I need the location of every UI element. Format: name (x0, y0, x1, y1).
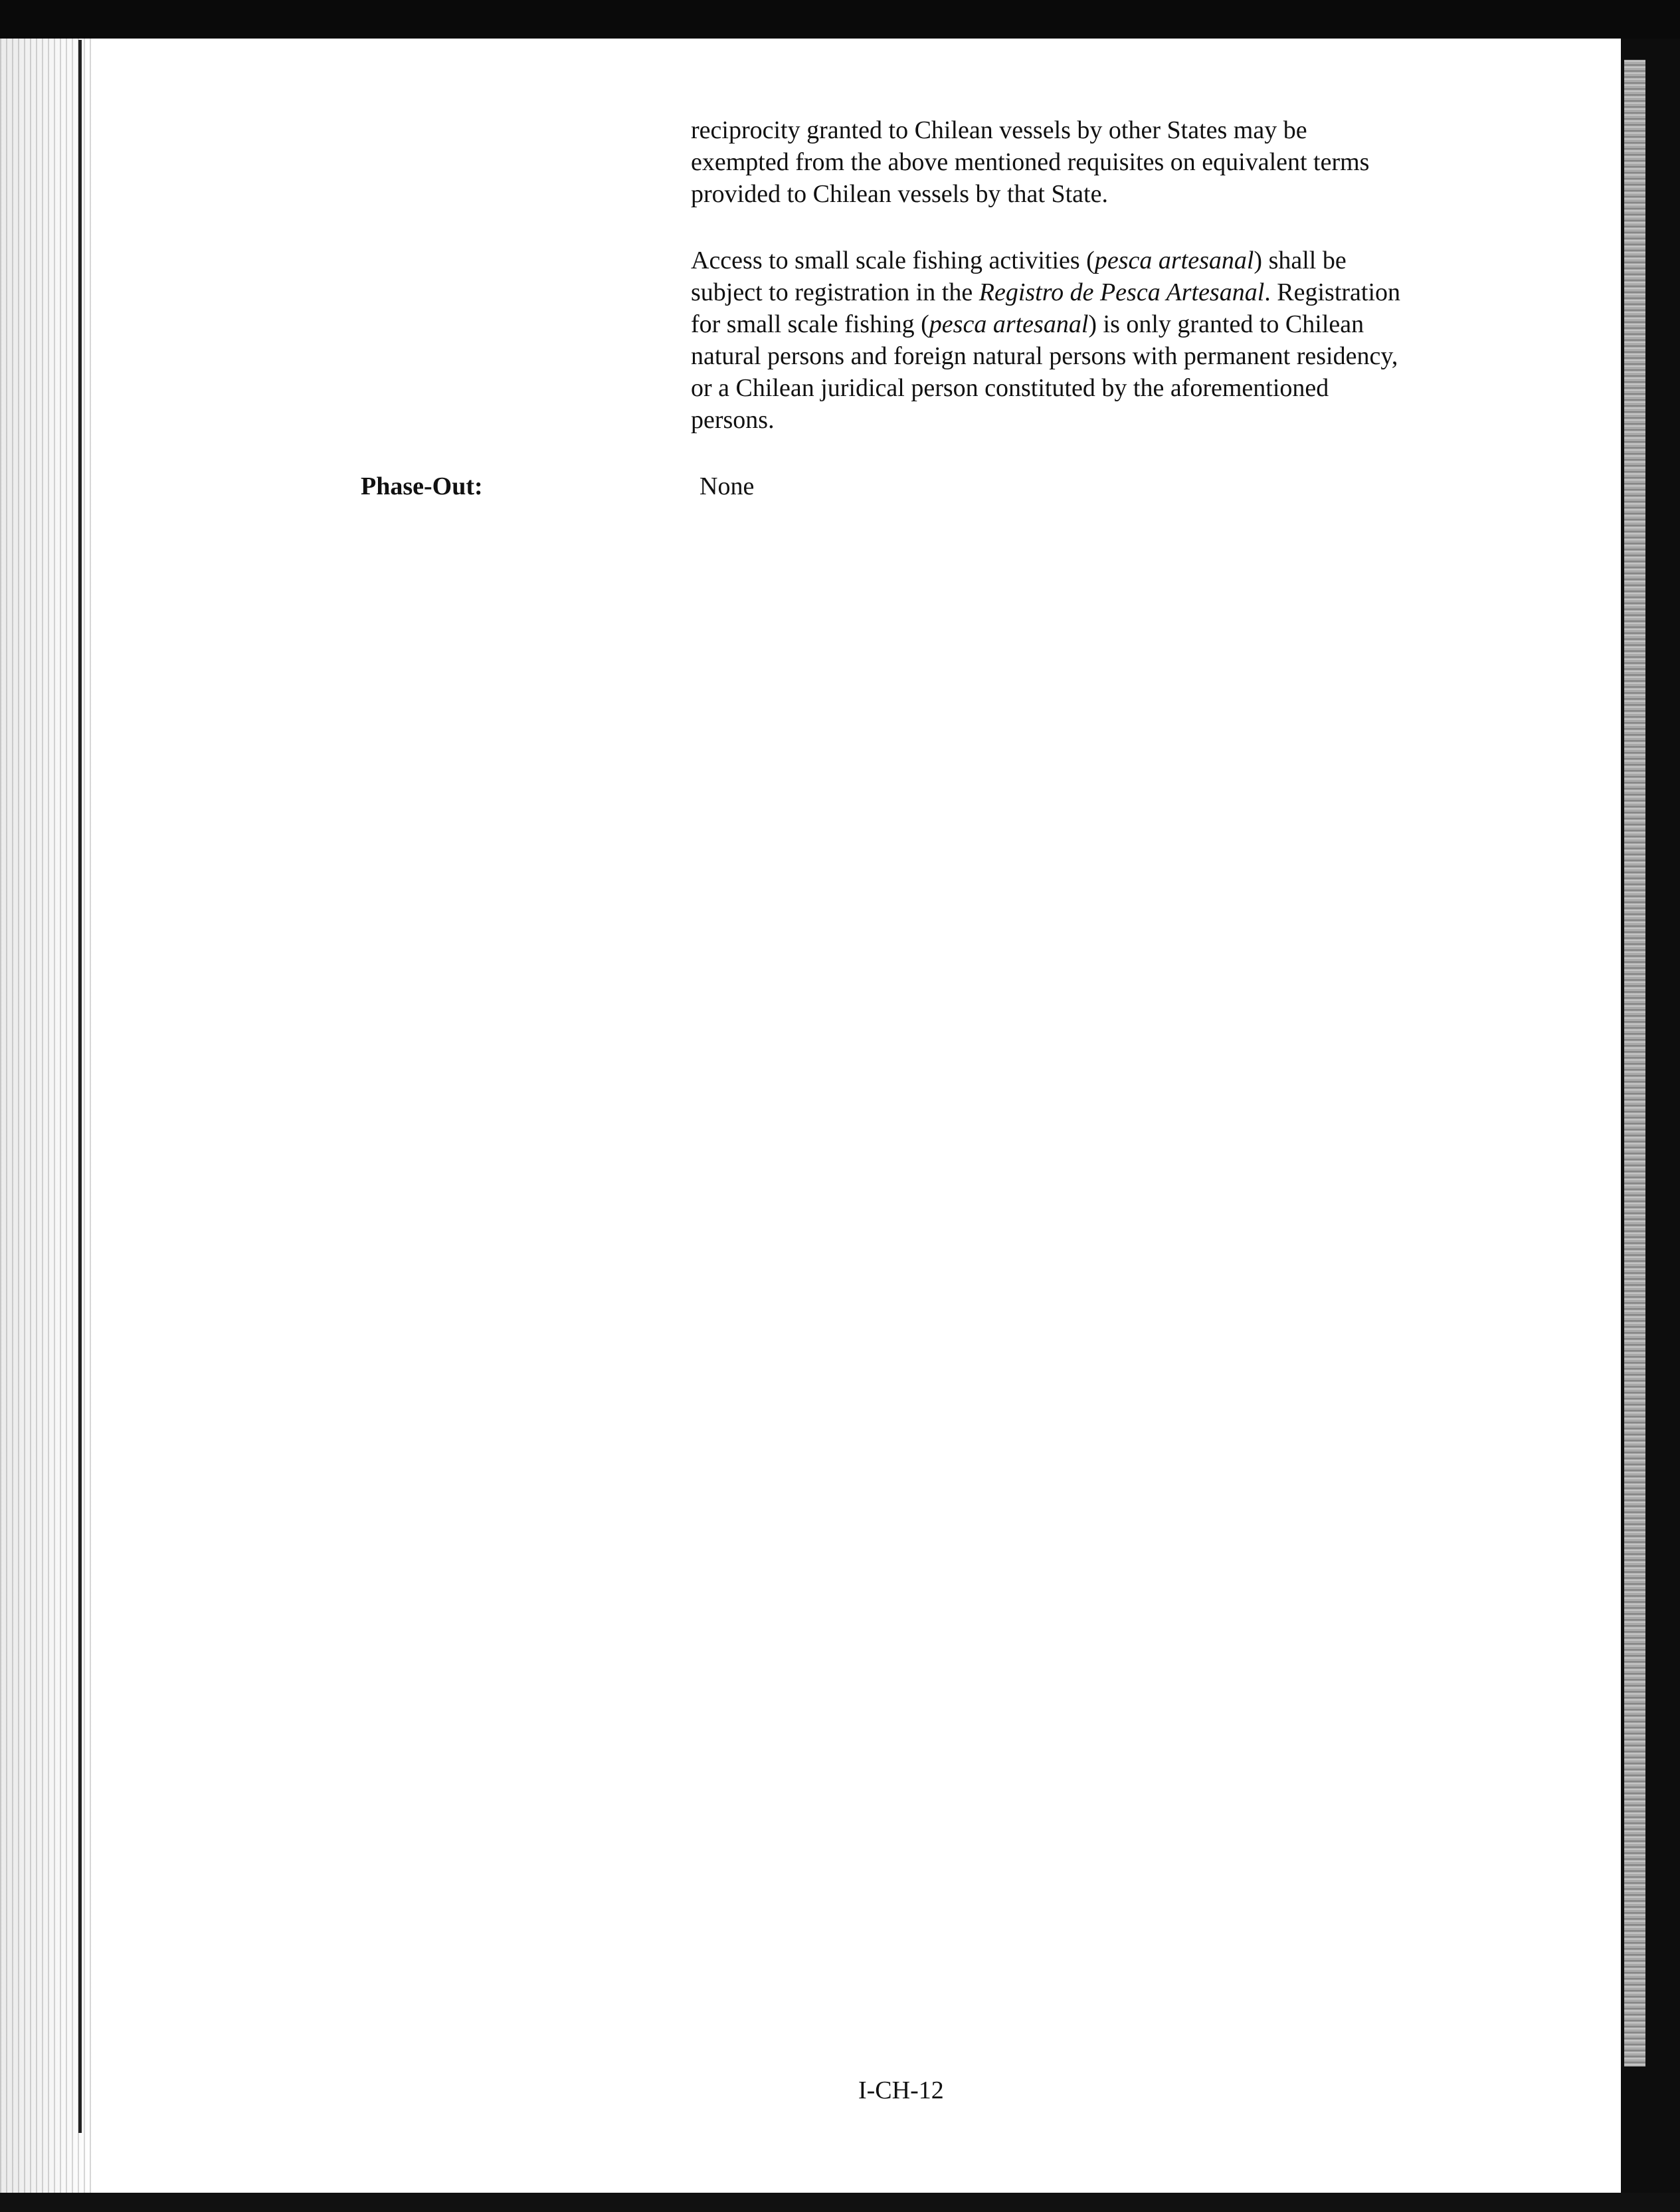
paragraph-2-italic-3: pesca artesanal (929, 310, 1089, 338)
paragraph-2-text-2: ) shall be subject to registration in the (691, 247, 1347, 306)
scan-left-line (78, 40, 82, 2133)
paragraph-2-text-3: . Registration for small scale fishing ( (691, 278, 1401, 338)
scan-bottom-border (0, 2193, 1680, 2212)
body-paragraph-1: reciprocity granted to Chilean vessels by other States may be exempted from the above mentioned requisites on equivalent terms provided to Chilean vessels by that State. (691, 116, 1370, 208)
scan-right-edge-texture (1624, 60, 1645, 2066)
phase-out-label: Phase-Out: (361, 472, 483, 500)
paragraph-2-text-4: ) is only granted to Chilean natural persons and foreign natural persons with permanent residency, or a Chilean juridical person constituted by the aforementioned persons. (691, 310, 1398, 434)
scan-top-border (0, 0, 1680, 39)
paragraph-2-italic-1: pesca artesanal (1094, 247, 1254, 274)
paragraph-2-italic-2: Registro de Pesca Artesanal (979, 278, 1265, 306)
paragraph-2-text-1: Access to small scale fishing activities ( (691, 247, 1095, 274)
phase-out-value: None (700, 472, 755, 500)
page-number: I-CH-12 (858, 2076, 944, 2104)
body-paragraph-2 (691, 245, 1408, 436)
